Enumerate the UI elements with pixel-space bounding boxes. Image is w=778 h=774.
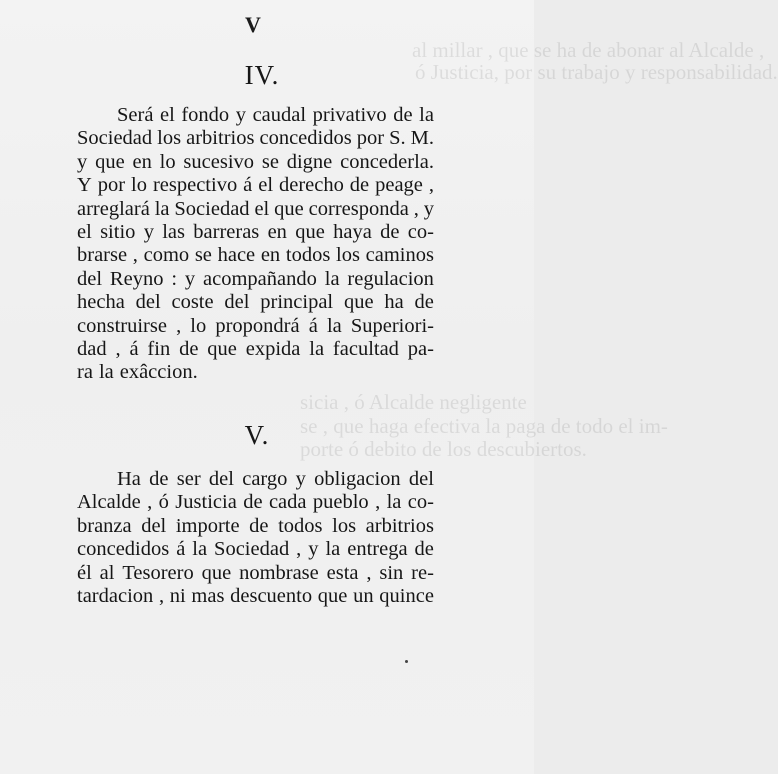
word: y: [143, 220, 154, 243]
word: :: [171, 267, 178, 290]
word: como: [143, 244, 190, 267]
bleed-through-line: porte ó debito de los descubiertos.: [300, 437, 587, 461]
word: sin: [379, 561, 404, 584]
word: ,: [296, 538, 302, 561]
word: el: [160, 104, 175, 126]
word: Tesorero: [122, 561, 194, 584]
word: nombrase: [239, 561, 319, 584]
word: en: [132, 150, 152, 173]
word: en: [260, 244, 281, 267]
word: de: [414, 538, 434, 561]
word: Sociedad: [214, 538, 290, 561]
word: co-: [407, 220, 434, 243]
word: la: [325, 538, 341, 561]
text-line: [77, 244, 434, 267]
word: Alcalde: [77, 491, 141, 514]
word: ra: [77, 361, 93, 384]
word: Sociedad: [174, 197, 250, 220]
word: dad: [77, 337, 107, 360]
word: Sociedad: [77, 127, 153, 150]
word: facultad: [332, 337, 399, 360]
text-line: [77, 198, 434, 221]
word: á: [243, 174, 253, 197]
word: lo: [131, 174, 147, 197]
word: ,: [158, 584, 165, 607]
word: co-: [407, 491, 434, 514]
text-line: [77, 268, 434, 291]
word: Ha: [117, 468, 141, 490]
word: barreras: [193, 220, 260, 243]
word: de: [149, 468, 169, 490]
word: hecha: [77, 291, 125, 314]
word: que: [207, 337, 237, 360]
word: concedidos: [259, 127, 352, 150]
word: por: [97, 174, 126, 197]
bleed-through-line: al millar , que se ha de abonar al Alcalde ,: [412, 38, 765, 62]
word: el: [258, 174, 274, 197]
word: regulacion: [347, 267, 434, 290]
word: la: [386, 491, 402, 514]
word: cargo: [242, 468, 288, 490]
word: caminos: [365, 244, 434, 267]
word: del: [408, 468, 434, 490]
word: arreglará: [77, 197, 150, 220]
word: á: [308, 314, 318, 337]
word: y: [235, 104, 246, 126]
word: S.: [389, 127, 406, 150]
word: todos: [285, 244, 331, 267]
word: lo: [190, 314, 207, 337]
word: descuento: [230, 584, 313, 607]
word: cada: [268, 491, 307, 514]
word: un: [353, 584, 374, 607]
word: del: [141, 514, 167, 537]
word: Justicia: [175, 491, 237, 514]
word: ,: [428, 174, 434, 197]
word: y: [295, 468, 306, 490]
word: digne: [286, 150, 333, 173]
word: expida: [245, 337, 301, 360]
word: coste: [171, 291, 214, 314]
text-line: [77, 151, 434, 174]
bleed-through-line: ó Justicia, por su trabajo y responsabilidad.: [415, 60, 778, 84]
word: los: [336, 244, 360, 267]
word: quince: [379, 584, 434, 607]
word: que: [295, 220, 325, 243]
text-line: [77, 468, 434, 491]
text-line: [77, 562, 434, 585]
word: ser: [176, 468, 201, 490]
word: esta: [326, 561, 359, 584]
word: sucesivo: [183, 150, 255, 173]
word: y: [77, 150, 88, 173]
word: haya: [333, 220, 372, 243]
text-line: [77, 585, 434, 608]
text-line: [77, 538, 434, 561]
text-line: [77, 515, 434, 538]
word: y: [423, 197, 434, 220]
word: de: [179, 337, 199, 360]
word: que: [95, 150, 125, 173]
word: arbitrios: [186, 127, 255, 150]
word: las: [162, 220, 185, 243]
word: la: [154, 197, 170, 220]
text-line: [77, 174, 434, 197]
word: concederla.: [340, 150, 434, 173]
signature-mark: V: [245, 12, 261, 37]
word: tardacion: [77, 584, 154, 607]
text-line: [77, 104, 434, 127]
word: ó: [158, 491, 169, 514]
word: concedidos: [77, 538, 170, 561]
word: de: [414, 291, 434, 314]
word: pueblo: [312, 491, 369, 514]
word: entrega: [347, 538, 408, 561]
text-line: [77, 338, 434, 361]
word: brarse: [77, 244, 128, 267]
word: la: [419, 104, 434, 126]
bleed-through-line: se , que haga efectiva la paga de todo el im-: [300, 414, 668, 438]
word: construirse: [77, 314, 167, 337]
word: obligacion: [314, 468, 401, 490]
word: todos: [278, 514, 323, 537]
word: mas: [191, 584, 225, 607]
word: acompañando: [203, 267, 317, 290]
word: pa-: [407, 337, 434, 360]
word: ni: [169, 584, 186, 607]
word: se: [194, 244, 212, 267]
word: el: [77, 220, 92, 243]
word: que: [317, 584, 348, 607]
word: ,: [413, 197, 419, 220]
word: en: [267, 220, 287, 243]
word: á: [129, 337, 139, 360]
word: el: [254, 197, 270, 220]
word: Será: [117, 104, 154, 126]
word: que: [343, 291, 374, 314]
word: M.: [410, 127, 434, 150]
word: ,: [115, 337, 121, 360]
word: hace: [217, 244, 256, 267]
text-line: [77, 315, 434, 338]
word: sitio: [100, 220, 136, 243]
word: de: [243, 491, 263, 514]
word: peage: [375, 174, 423, 197]
word: ,: [132, 244, 138, 267]
word: de: [393, 104, 413, 126]
text-line: [77, 127, 434, 150]
word: los: [157, 127, 182, 150]
word: del: [224, 291, 250, 314]
word: de: [349, 174, 370, 197]
word: la: [192, 538, 208, 561]
word: la: [309, 337, 325, 360]
word: que: [201, 561, 232, 584]
word: arbitrios: [365, 514, 434, 537]
word: caudal: [252, 104, 307, 126]
word: del: [77, 267, 103, 290]
word: la: [324, 267, 340, 290]
word: privativo: [312, 104, 387, 126]
word: fondo: [181, 104, 230, 126]
word: Reyno: [109, 267, 164, 290]
word: importe: [175, 514, 240, 537]
word: principal: [260, 291, 334, 314]
word: Superiori-: [350, 314, 434, 337]
word: por: [356, 127, 385, 150]
word: ,: [147, 491, 153, 514]
word: re-: [411, 561, 434, 584]
word: respectivo: [152, 174, 238, 197]
word: la: [326, 314, 342, 337]
word: exâccion.: [119, 361, 198, 384]
word: branza: [77, 514, 132, 537]
word: y: [184, 267, 196, 290]
word: ha: [384, 291, 404, 314]
word: derecho: [278, 174, 344, 197]
word: de: [380, 220, 400, 243]
bleed-through-line: sicia , ó Alcalde negligente: [300, 390, 527, 414]
word: propondrá: [215, 314, 300, 337]
word: lo: [159, 150, 176, 173]
word: Y: [77, 174, 92, 197]
word: ,: [366, 561, 372, 584]
word: del: [135, 291, 161, 314]
section-heading-iv: IV.: [244, 60, 280, 90]
word: á: [176, 538, 186, 561]
ink-speck: [405, 660, 408, 663]
word: del: [208, 468, 234, 490]
word: fin: [147, 337, 171, 360]
word: se: [261, 150, 279, 173]
word: él: [77, 561, 92, 584]
word: que: [274, 197, 304, 220]
word: al: [99, 561, 115, 584]
word: los: [332, 514, 357, 537]
section-iv-paragraph: [77, 104, 434, 385]
word: de: [249, 514, 269, 537]
word: la: [98, 361, 114, 384]
word: y: [308, 538, 319, 561]
text-line: [77, 361, 434, 384]
text-line: [77, 291, 434, 314]
section-heading-v: V.: [244, 420, 270, 450]
text-line: [77, 221, 434, 244]
section-v-paragraph: [77, 468, 434, 608]
word: ,: [176, 314, 182, 337]
word: corresponda: [308, 197, 409, 220]
text-line: [77, 491, 434, 514]
word: ,: [375, 491, 381, 514]
